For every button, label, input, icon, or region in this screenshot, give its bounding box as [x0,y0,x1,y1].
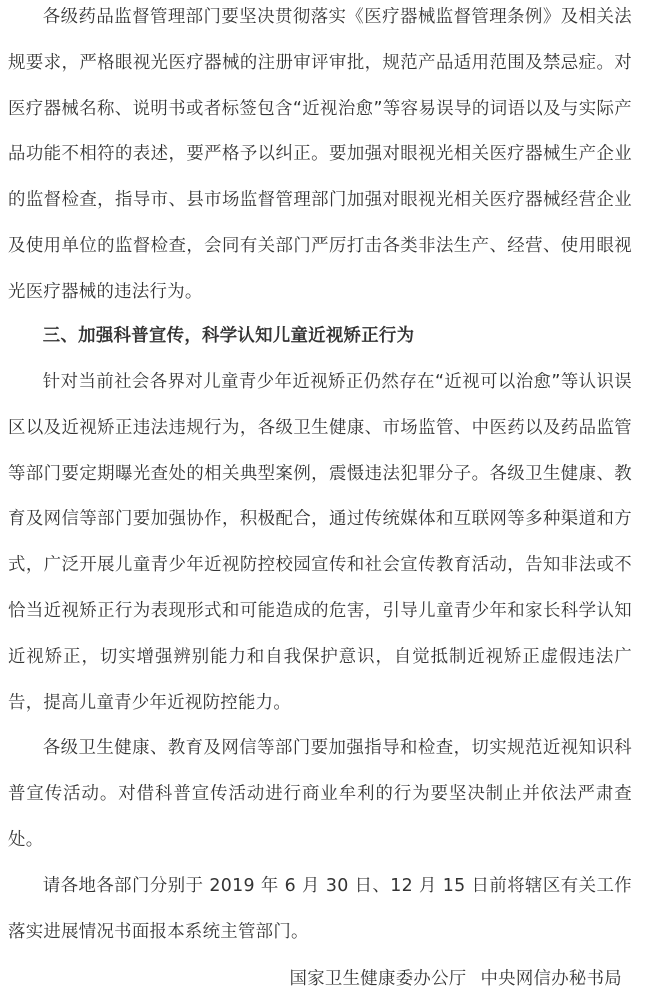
signature-block [290,960,622,998]
paragraph-public-awareness: 针对当前社会各界对儿童青少年近视矫正仍然存在“近视可以治愈”等认识误区以及近视矫正违法违规行为，各级卫生健康、市场监管、中医药以及药品监管等部门要定期曝光查处的相关典型案例，震慑违法犯罪分子。各级卫生健康、教育及网信等部门要加强协作，积极配合，通过传统媒体和互联网等多种渠道和方式，广泛开展儿童青少年近视防控校园宣传和社会宣传教育活动，告知非法或不恰当近视矫正行为表现形式和可能造成的危害，引导儿童青少年和家长科学认知近视矫正，切实增强辨别能力和自我保护意识，自觉抵制近视矫正虚假违法广告，提高儿童青少年近视防控能力。 [8,372,632,713]
signature-office-cac: 中央网信办秘书局 [480,969,622,989]
section-heading-3: 三、加强科普宣传，科学认知儿童近视矫正行为 [42,326,415,346]
paragraph-report-deadline: 请各地各部门分别于 2019 年 6 月 30 日、12 月 15 日前将辖区有关工作落实进展情况书面报本系统主管部门。 [8,876,632,942]
paragraph-drug-regulation: 各级药品监督管理部门要坚决贯彻落实《医疗器械监督管理条例》及相关法规要求，严格眼视光医疗器械的注册审评审批，规范产品适用范围及禁忌症。对医疗器械名称、说明书或者标签包含“近视治愈”等容易误导的词语以及与实际产品功能不相符的表述，要严格予以纠正。要加强对眼视光相关医疗器械生产企业的监督检查，指导市、县市场监督管理部门加强对眼视光相关医疗器械经营企业及使用单位的监督检查，会同有关部门严厉打击各类非法生产、经营、使用眼视光医疗器械的违法行为。 [8,7,632,302]
signature-office-nhc: 国家卫生健康委办公厅 [289,969,467,989]
paragraph-guidance-inspection: 各级卫生健康、教育及网信等部门要加强指导和检查，切实规范近视知识科普宣传活动。对借科普宣传活动进行商业牟利的行为要坚决制止并依法严肃查处。 [8,738,632,850]
